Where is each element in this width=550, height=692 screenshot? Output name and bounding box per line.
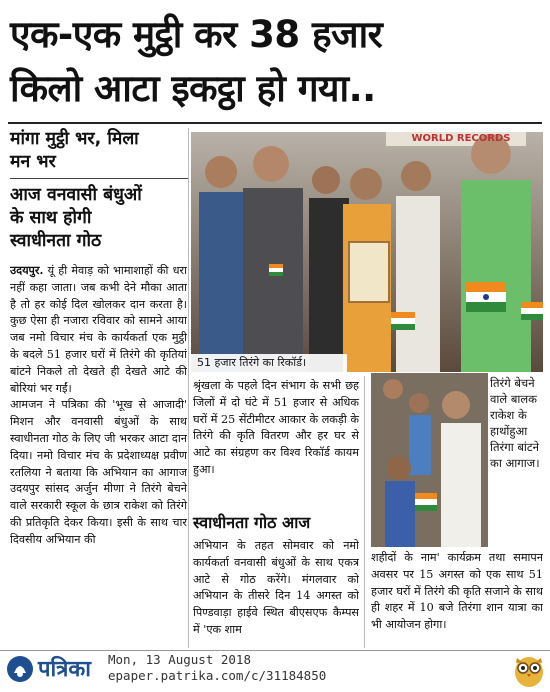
footer-info — [108, 652, 326, 684]
patrika-logo-icon — [6, 655, 34, 683]
world-records-banner: WORLD RECORDS — [411, 133, 511, 144]
subheading-2-line-3: स्वाधीनता गोठ — [10, 231, 102, 251]
article-column-3 — [371, 550, 543, 648]
column-2-paragraph-1: श्रृंखला के पहले दिन संभाग के सभी छह जिलों में दो घंटे में 51 हजार से अधिक घरों में 25 सेंटीमीटर आकार के लकड़ी के तिरंगे की कृति वितरण और हर घर से आटे का संग्रहण कर विश्व रिकॉर्ड कायम हुआ। — [193, 379, 359, 476]
subheading-2-line-1: आज वनवासी बंधुओं — [10, 185, 142, 205]
column-3-paragraph-1: शहीदों के नाम' कार्यक्रम तथा समापन अवसर पर 15 अगस्त को एक साथ 51 हजार घरों में तिरंगे की कृति सजाने के साथ ही शहर में 10 बजे तिरंगा शान यात्रा का भी आयोजन होगा। — [371, 551, 543, 632]
column-divider-2 — [364, 376, 365, 648]
article-column-2-top — [193, 378, 359, 479]
boy-flag-photo-illustration — [371, 373, 488, 547]
footer-url[interactable]: epaper.patrika.com/c/31184850 — [108, 668, 327, 683]
main-photo-caption: 51 हजार तिरंगे का रिकॉर्ड। — [191, 354, 347, 372]
boy-flag-photo — [371, 373, 488, 547]
headline-line-2: किलो आटा इकट्ठा हो गया.. — [10, 67, 376, 110]
footer-date: Mon, 13 August 2018 — [108, 652, 251, 667]
headline-line-1: एक-एक मुट्ठी कर 38 हजार — [10, 13, 383, 56]
subheading-2-line-2: के साथ होगी — [10, 208, 92, 228]
subheading-2 — [10, 184, 190, 253]
column-1-paragraph-1: यूं ही मेवाड़ को भामाशाहों की धरा नहीं कहा जाता। जब कभी देने मौका आता है तो हर कोई दिल खोलकर दान करता है। कुछ ऐसा ही नजारा रविवार को सामने आया जब नमो विचार मंच के कार्यकर्ता एक मुट्ठी के बदले 51 हजार घरों में तिरंगे की कृतियां बांटने निकले तो देखते ही देखते आटे की बोरियां भर गईं। — [10, 264, 187, 395]
article-column-2-bottom — [193, 538, 359, 648]
subheading-divider — [10, 178, 188, 179]
column-divider-1 — [188, 128, 189, 648]
main-photo-illustration — [191, 132, 543, 372]
article-column-1 — [10, 262, 187, 648]
main-photo — [191, 132, 543, 372]
subheading-1-line-1: मांगा मुट्ठी भर, मिला — [10, 129, 139, 149]
subheading-1-line-2: मन भर — [10, 152, 56, 172]
dateline: उदयपुर. — [10, 263, 44, 277]
column-2-paragraph-2: अभियान के तहत सोमवार को नमो कार्यकर्ता वनवासी बंधुओं के साथ एकत्र आटे से गोठ करेंगे। मंगलवार को अभियान के तीसरे दिन 14 अगस्त को पिण्डवाड़ा हाईवे स्थित बीएसएफ कैम्पस में 'एक शाम — [193, 539, 359, 636]
subheading-swadhinta-goth: स्वाधीनता गोठ आज — [193, 513, 311, 532]
boy-photo-caption: तिरंगे बेचने वाले बालक राकेश के हाथोंहुआ तिरंगा बांटने का आगाज। — [490, 376, 540, 470]
subheading-1 — [10, 128, 190, 174]
headline-divider — [8, 122, 542, 124]
patrika-logo-text: पत्रिका — [38, 657, 91, 682]
column-1-paragraph-2: आमजन ने पत्रिका की 'भूख से आजादी' मिशन और वनवासी बंधुओं के साथ स्वाधीनता गोठ के लिए जी भरकर आटा दान दिया। नमो विचार मंच के प्रदेशाध्यक्ष प्रवीण रतलिया ने बताया कि अभियान का आगाज उदयपुर सांसद अर्जुन मीणा ने तिरंगे बेचने वाले सरकारी स्कूल के छात्र राकेश को तिरंगे की प्रतिकृति देकर किया। इसी के साथ चार दिवसीय अभियान की — [10, 398, 187, 546]
headline — [10, 8, 542, 116]
owl-mascot-icon — [512, 652, 546, 688]
